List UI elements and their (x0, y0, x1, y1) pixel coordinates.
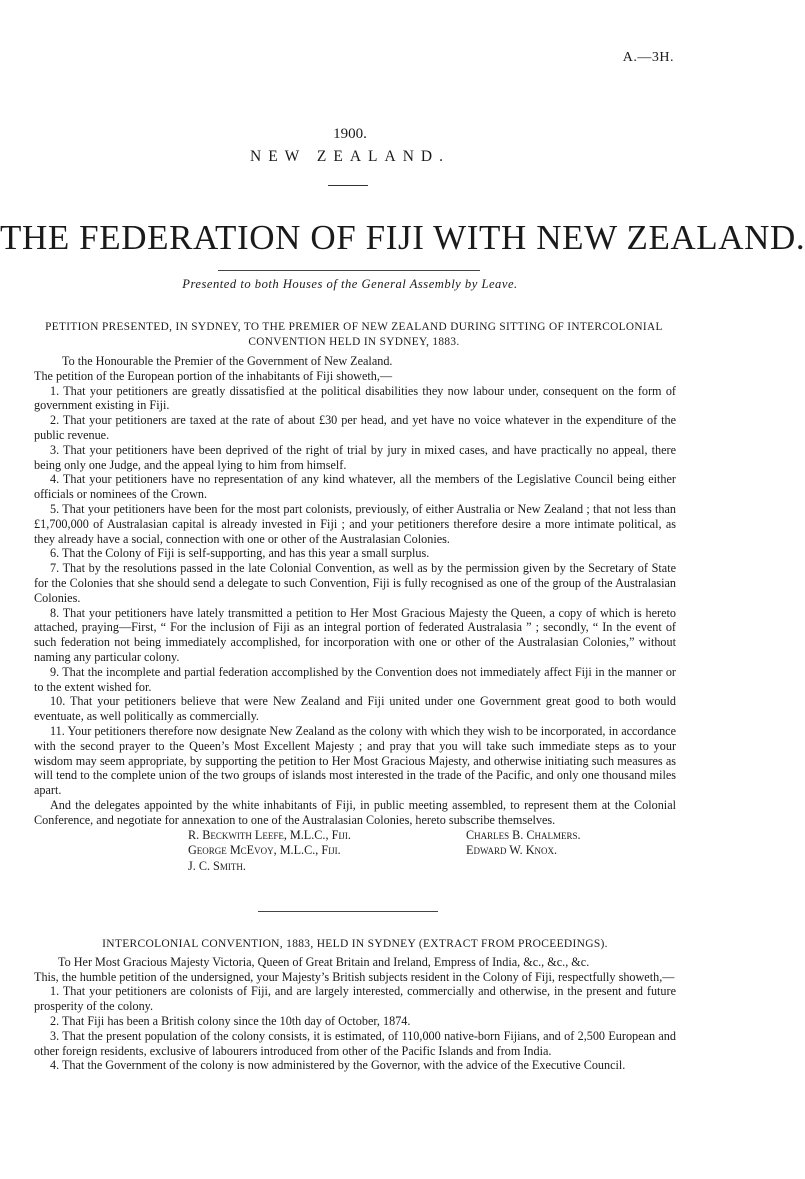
convention-intro: This, the humble petition of the undersigned, your Majesty’s British subjects resident in the Colony of Fiji, respectfully showeth,— (34, 969, 675, 984)
convention-paragraph: 2. That Fiji has been a British colony since the 10th day of October, 1874. (50, 1013, 411, 1028)
petition-paragraph: 9. That the incomplete and partial federation accomplished by the Convention does not immediately affect Fiji in the manner or to the extent wished for. (34, 664, 676, 694)
petition-paragraph: 1. That your petitioners are greatly dissatisfied at the political disabilities they now labour under, consequent on the form of government existing in Fiji. (34, 383, 676, 413)
petition-paragraph: And the delegates appointed by the white inhabitants of Fiji, in public meeting assembled, to represent them at the Colonial Conference, and negotiate for annexation to one of the Australasian Colonies, hereto subscribe themselves. (34, 797, 676, 827)
convention-body (34, 937, 676, 1073)
convention-paragraph: 3. That the present population of the colony consists, it is estimated, of 110,000 native-born Fijians, and of 2,500 European and other foreign residents, exclusive of labourers introduced from other of the Pacific Islands and from India. (34, 1028, 676, 1058)
petition-paragraph: 6. That the Colony of Fiji is self-supporting, and has this year a small surplus. (50, 546, 430, 561)
petition-heading: PETITION PRESENTED, IN SYDNEY, TO THE PREMIER OF NEW ZEALAND DURING SITTING OF INTERCOLONIAL CONVENTION HELD IN SYDNEY, 1883. (45, 321, 663, 348)
petition-paragraph: 5. That your petitioners have been for the most part colonists, previously, of either Australia or New Zealand ; that not less than £1,700,000 of Australasian capital is already invested in Fiji ; and your petitioners therefore desire a more intimate political, as they already have a social, connection with one or other of the Australasian Colonies. (34, 501, 676, 546)
convention-paragraph: 1. That your petitioners are colonists of Fiji, and are largely interested, commercially and otherwise, in the present and future prosperity of the colony. (34, 984, 676, 1014)
signatory: R. Beckwith Leefe, M.L.C., Fiji. (188, 827, 351, 842)
signatory: Edward W. Knox. (466, 843, 558, 857)
convention-address: To Her Most Gracious Majesty Victoria, Queen of Great Britain and Ireland, Empress of India, &c., &c., &c. (58, 954, 590, 969)
divider-title (218, 270, 480, 271)
signatories-left (188, 828, 351, 875)
petition-address: To the Honourable the Premier of the Government of New Zealand. (62, 354, 393, 368)
petition-paragraph: 10. That your petitioners believe that were New Zealand and Fiji united under one Government great good to both would eventuate, as well politically as commercially. (34, 694, 676, 724)
petition-paragraph: 7. That by the resolutions passed in the late Colonial Convention, as well as by the permission given by the Secretary of State for the Colonies that she should send a delegate to such Convention, Fiji is fully recognised as one of the group of the Australasian Colonies. (34, 561, 676, 605)
petition-paragraph: 11. Your petitioners therefore now designate New Zealand as the colony with which they wish to be incorporated, in accordance with the second prayer to the Queen’s Most Excellent Majesty ; and pray that you will take such immediate steps as to your wisdom may seem appropriate, by supporting the petition to Her Most Gracious Majesty, and otherwise initiating such measures as will tend to the complete union of the two groups of islands most interested in the trade of the Pacific, and only one thousand miles apart. (34, 723, 676, 798)
petition-body (34, 354, 676, 878)
convention-heading: INTERCOLONIAL CONVENTION, 1883, HELD IN SYDNEY (EXTRACT FROM PROCEEDINGS). (102, 938, 608, 950)
petition-intro: The petition of the European portion of the inhabitants of Fiji showeth,— (34, 368, 393, 383)
presented-note: Presented to both Houses of the General Assembly by Leave. (182, 277, 518, 291)
petition-paragraph: 8. That your petitioners have lately transmitted a petition to Her Most Gracious Majesty the Queen, a copy of which is hereto attached, praying—First, “ For the inclusion of Fiji as an integral portion of federated Australasia ” ; secondly, “ In the event of such federation not being immediately accomplished, for incorporation with one or other of the Australasian Colonies,” without naming any particular colony. (34, 605, 676, 664)
petition-paragraph: 3. That your petitioners have been deprived of the right of trial by jury in mixed cases, and have practically no appeal, there being only one Judge, and the appeal lying to him from himself. (34, 442, 676, 472)
signatory: J. C. Smith. (188, 858, 246, 873)
signatories (34, 828, 676, 878)
document-title: THE FEDERATION OF FIJI WITH NEW ZEALAND. (0, 218, 805, 257)
convention-paragraph: 4. That the Government of the colony is now administered by the Governor, with the advice of the Executive Council. (50, 1058, 626, 1073)
divider-section (258, 911, 438, 912)
divider-short (328, 185, 368, 186)
year: 1900. (333, 126, 367, 142)
country: NEW ZEALAND. (250, 148, 450, 165)
document-reference: A.—3H. (622, 50, 674, 65)
petition-paragraph: 2. That your petitioners are taxed at the rate of about £30 per head, and yet have no voice whatever in the expenditure of the public revenue. (34, 413, 676, 442)
signatory: Charles B. Chalmers. (466, 827, 581, 842)
petition-paragraph: 4. That your petitioners have no representation of any kind whatever, all the members of the Legislative Council being either officials or nominees of the Crown. (34, 472, 676, 502)
signatory: George McEvoy, M.L.C., Fiji. (188, 843, 341, 857)
signatories-right (466, 828, 581, 859)
